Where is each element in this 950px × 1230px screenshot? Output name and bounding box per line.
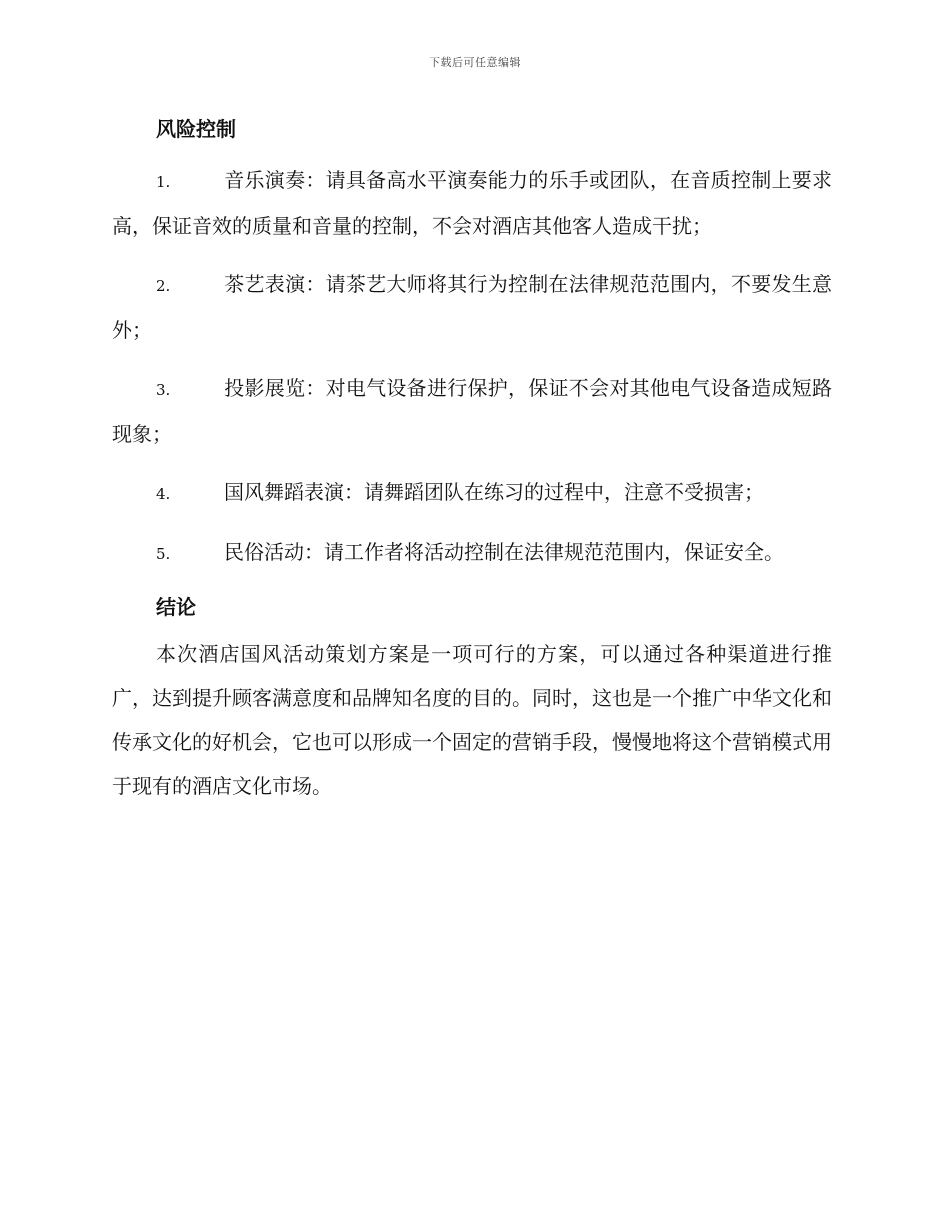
list-number: 4. xyxy=(156,485,171,503)
risk-item-text: 对电气设备进行保护，保证不会对其他电气设备造成短路现象； xyxy=(112,376,833,446)
conclusion-paragraph: 本次酒店国风活动策划方案是一项可行的方案，可以通过各种渠道进行推广，达到提升顾客满意度和品牌知名度的目的。同时，这也是一个推广中华文化和传承文化的好机会，它也可以形成一个固定的营销手段，慢慢地将这个营销模式用于现有的酒店文化市场。 xyxy=(112,642,832,798)
list-number: 2. xyxy=(156,277,171,295)
risk-item-1 xyxy=(112,158,832,248)
document-body xyxy=(112,112,832,808)
risk-item-3 xyxy=(112,366,832,456)
risk-item-title: 国风舞蹈表演： xyxy=(224,480,364,504)
risk-item-2 xyxy=(112,262,832,352)
risk-item-text: 请工作者将活动控制在法律规范范围内，保证安全。 xyxy=(324,540,784,564)
risk-item-title: 投影展览： xyxy=(224,376,326,400)
risk-item-text: 请茶艺大师将其行为控制在法律规范范围内，不要发生意外； xyxy=(112,272,833,342)
risk-item-text: 请舞蹈团队在练习的过程中，注意不受损害； xyxy=(364,480,764,504)
risk-item-5 xyxy=(112,530,832,576)
risk-item-title: 民俗活动： xyxy=(224,540,324,564)
risk-item-text: 请具备高水平演奏能力的乐手或团队，在音质控制上要求高，保证音效的质量和音量的控制，不会对酒店其他客人造成干扰； xyxy=(112,168,833,238)
risk-control-heading: 风险控制 xyxy=(156,117,236,141)
list-number: 3. xyxy=(156,381,171,399)
risk-item-title: 茶艺表演： xyxy=(224,272,326,296)
conclusion-heading: 结论 xyxy=(156,595,196,619)
risk-item-4 xyxy=(112,470,832,516)
list-number: 1. xyxy=(156,173,171,191)
page-header: 下载后可任意编辑 xyxy=(429,56,521,69)
risk-item-title: 音乐演奏： xyxy=(224,168,326,192)
list-number: 5. xyxy=(156,545,171,563)
